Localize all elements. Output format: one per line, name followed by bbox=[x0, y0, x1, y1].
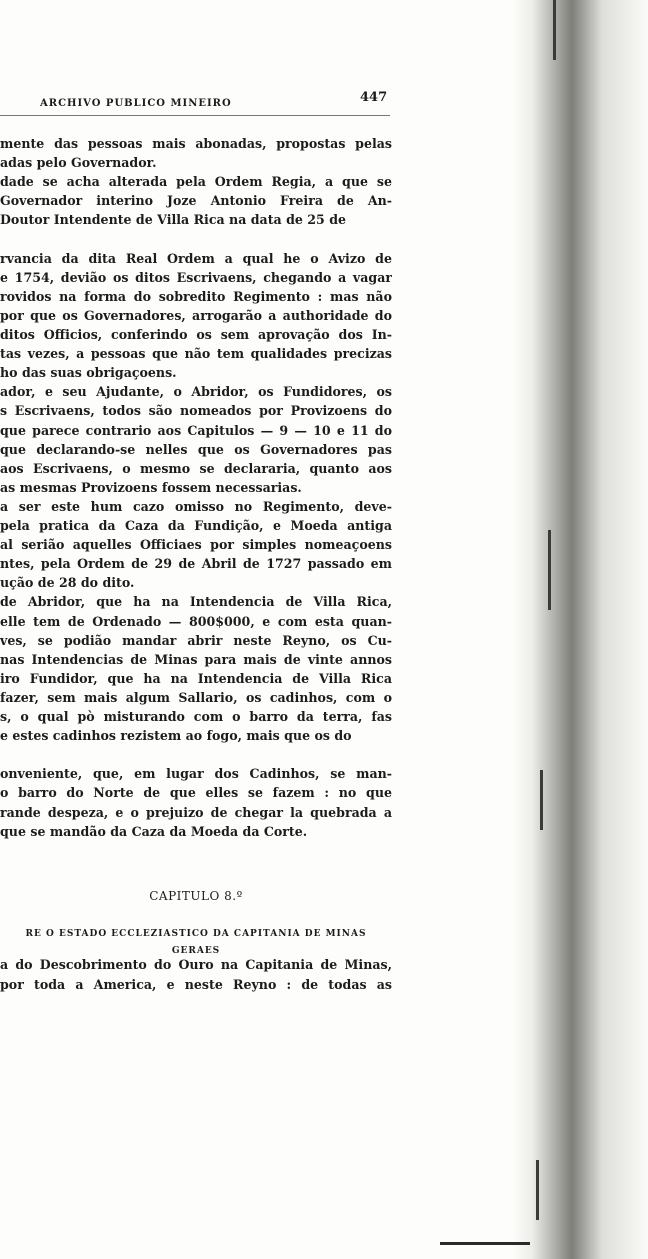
text-line: de Abridor, que ha na Intendencia de Villa Rica, bbox=[0, 594, 392, 610]
binding-edge-mark bbox=[540, 770, 543, 830]
binding-edge-mark bbox=[553, 0, 556, 60]
text-line: ução de 28 do dito. bbox=[0, 575, 135, 591]
text-line: fazer, sem mais algum Sallario, os cadinhos, com o bbox=[0, 689, 392, 705]
text-line: Doutor Intendente de Villa Rica na data de 25 de bbox=[0, 212, 347, 228]
text-line: ador, e seu Ajudante, o Abridor, os Fundidores, os bbox=[0, 384, 392, 400]
text-line: iro Fundidor, que ha na Intendencia de Villa Rica bbox=[0, 670, 392, 686]
text-line: s, o qual pò misturando com o barro da terra, fas bbox=[0, 709, 392, 724]
binding-edge-mark bbox=[548, 530, 551, 610]
page-edge-mark bbox=[440, 1242, 530, 1245]
chapter-title: CAPITULO 8.º bbox=[149, 889, 243, 903]
text-line: Governador interino Joze Antonio Freira de An- bbox=[0, 193, 392, 209]
text-line: ntes, pela Ordem de 29 de Abril de 1727 passado em bbox=[0, 556, 392, 572]
text-line: e 1754, devião os ditos Escrivaens, chegando a vagar bbox=[0, 269, 392, 285]
text-line: pela pratica da Caza da Fundição, e Moeda antiga bbox=[0, 518, 392, 533]
text-line: que parece contrario aos Capitulos — 9 — 10 e 11 do bbox=[0, 422, 392, 438]
text-line: rovidos na forma do sobredito Regimento : mas não bbox=[0, 288, 392, 304]
text-line: elle tem de Ordenado — 800$000, e com esta quan- bbox=[0, 613, 392, 629]
text-line: por que os Governadores, arrogarão a authoridade do bbox=[0, 307, 392, 323]
text-line: e estes cadinhos rezistem ao fogo, mais que os do bbox=[0, 728, 352, 744]
text-line: rande despeza, e o prejuizo de chegar la quebrada a bbox=[0, 804, 392, 820]
text-line: aos Escrivaens, o mesmo se declararia, quanto aos bbox=[0, 460, 392, 476]
running-title: ARCHIVO PUBLICO MINEIRO bbox=[40, 98, 232, 109]
text-line: as mesmas Provizoens fossem necessarias. bbox=[0, 479, 302, 495]
text-line: dade se acha alterada pela Ordem Regia, a que se bbox=[0, 174, 392, 190]
text-line: ditos Officios, conferindo os sem aprovação dos In- bbox=[0, 327, 392, 342]
text-line: a ser este hum cazo omisso no Regimento, deve- bbox=[0, 498, 392, 514]
text-line: rvancia da dita Real Ordem a qual he o Avizo de bbox=[0, 250, 392, 266]
text-line: que se mandão da Caza da Moeda da Corte. bbox=[0, 823, 308, 839]
text-line: tas vezes, a pessoas que não tem qualidades precizas bbox=[0, 346, 392, 362]
text-line: a do Descobrimento do Ouro na Capitania de Minas, bbox=[0, 957, 392, 972]
text-line: ho das suas obrigaçoens. bbox=[0, 365, 177, 381]
chapter-subtitle-line2: GERAES bbox=[171, 946, 221, 956]
text-line: s Escrivaens, todos são nomeados por Provizoens do bbox=[0, 403, 392, 419]
binding-edge-mark bbox=[536, 1160, 539, 1220]
text-line: que declarando-se nelles que os Governadores pas bbox=[0, 441, 392, 457]
text-line: o barro do Norte de que elles se fazem : no que bbox=[0, 785, 392, 801]
book-binding-shadow bbox=[512, 0, 648, 1259]
text-line: nas Intendencias de Minas para mais de vinte annos bbox=[0, 651, 392, 667]
text-line: onveniente, que, em lugar dos Cadinhos, se man- bbox=[0, 766, 392, 782]
text-line: por toda a America, e neste Reyno : de todas as bbox=[0, 976, 392, 992]
header-divider bbox=[0, 115, 390, 116]
text-line: ves, se podião mandar abrir neste Reyno, os Cu- bbox=[0, 632, 392, 648]
page-number: 447 bbox=[360, 90, 388, 105]
text-line: mente das pessoas mais abonadas, propostas pelas bbox=[0, 136, 392, 151]
text-line: al serião aquelles Officiaes por simples nomeaçoens bbox=[0, 537, 392, 553]
text-line: adas pelo Governador. bbox=[0, 155, 157, 171]
chapter-subtitle-line1: RE O ESTADO ECCLEZIASTICO DA CAPITANIA DE MINAS bbox=[25, 929, 367, 939]
